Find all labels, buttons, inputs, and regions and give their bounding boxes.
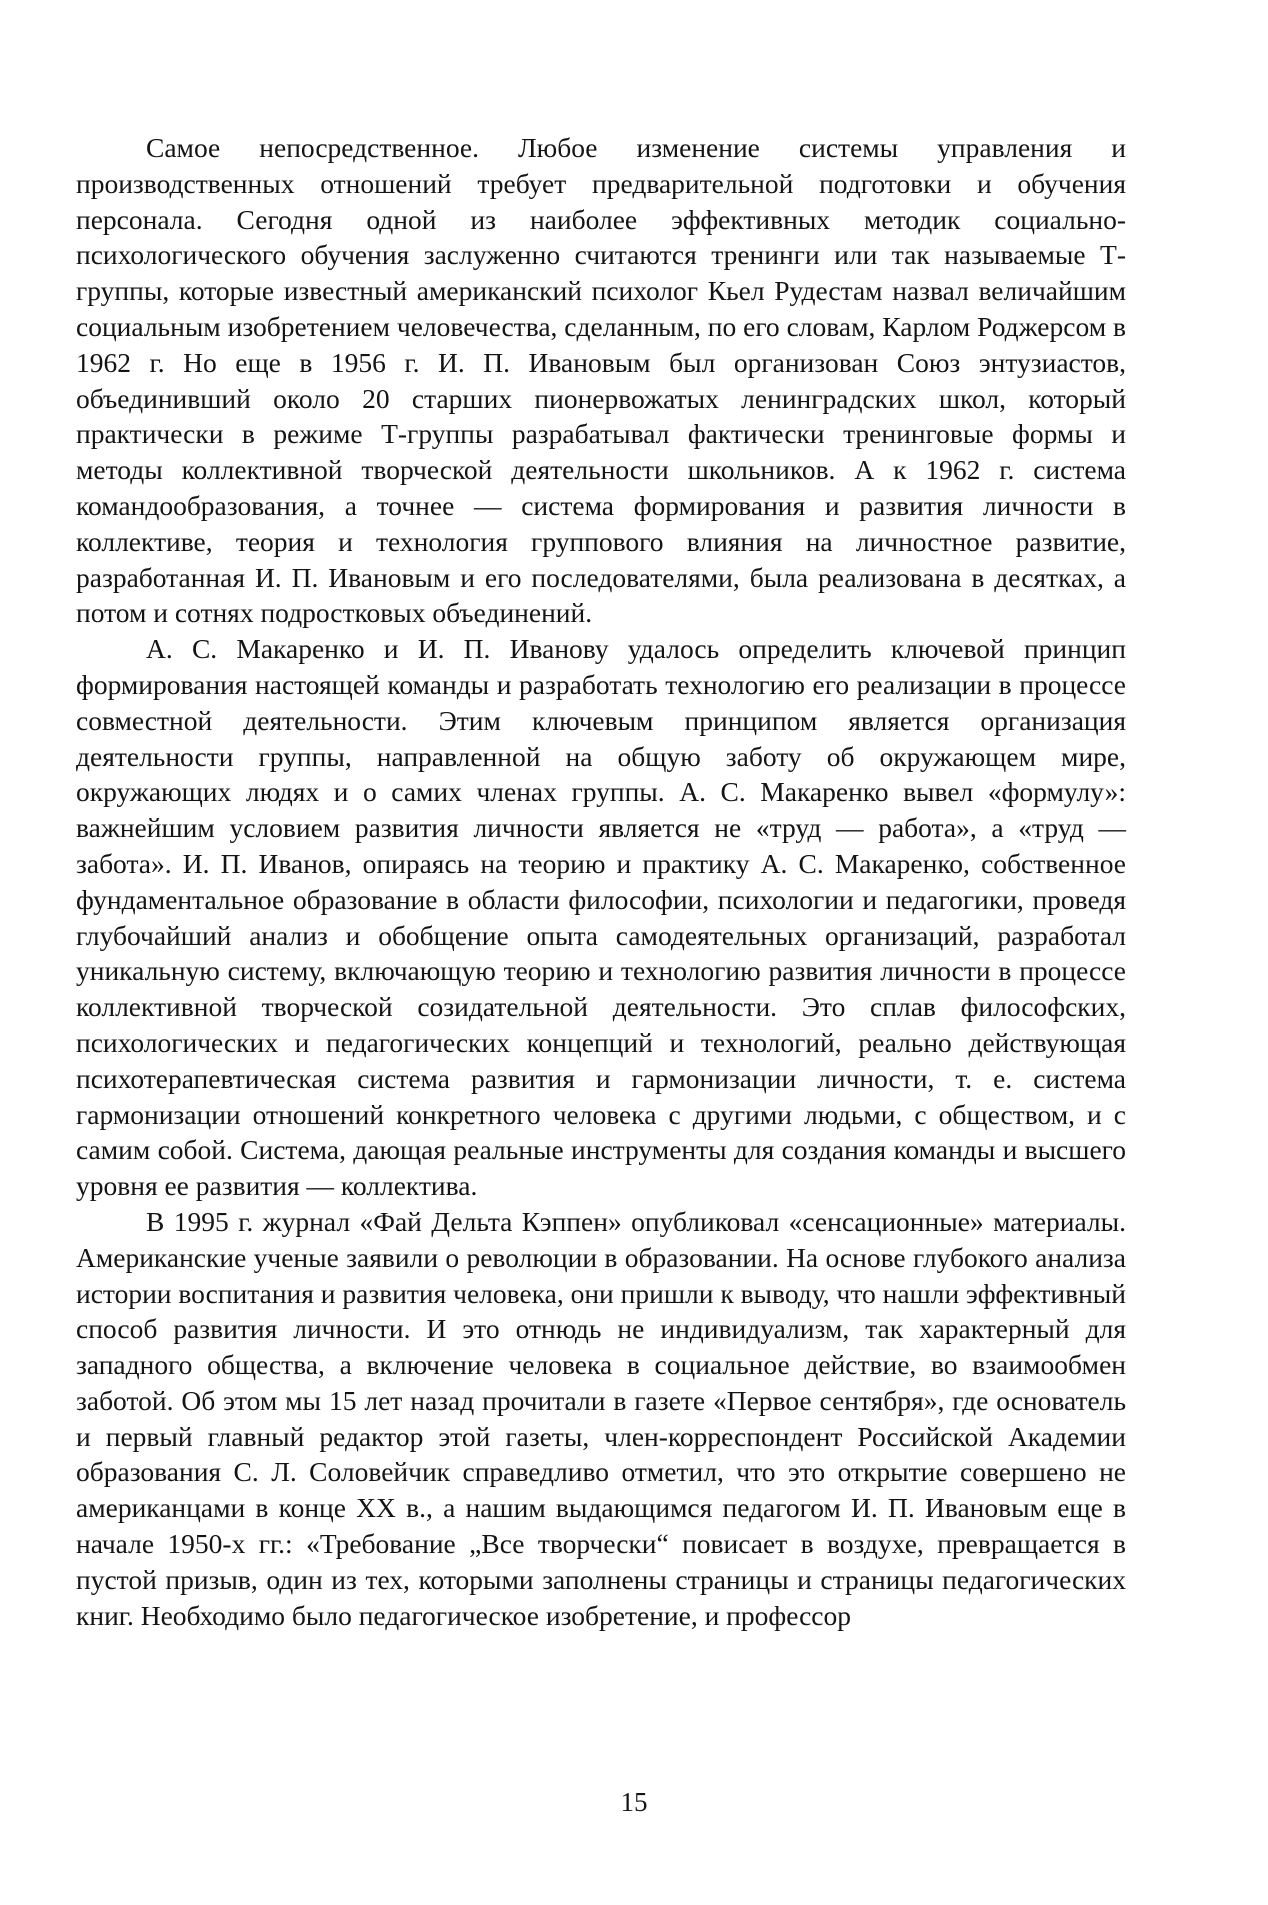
paragraph-2: А. С. Макаренко и И. П. Иванову удалось определить ключевой принцип формирования настоящей команды и разработать технологию его реализации в процессе совместной деятельности. Этим ключевым принципом является организация деятельности группы, направленной на общую заботу об окружающем мире, окружающих людях и о самих членах группы. А. С. Макаренко вывел «формулу»: важнейшим условием развития личности является не «труд — работа», а «труд — забота». И. П. Иванов, опираясь на теорию и практику А. С. Макаренко, собственное фундаментальное образование в области философии, психологии и педагогики, проведя глубочайший анализ и обобщение опыта самодеятельных организаций, разработал уникальную систему, включающую теорию и технологию развития личности в процессе коллективной творческой созидательной деятельности. Это сплав философских, психологических и педагогических концепций и технологий, реально действующая психотерапевтическая система развития и гармонизации личности, т. е. система гармонизации отношений конкретного человека с другими людьми, с обществом, и с самим собой. Система, дающая реальные инструменты для создания команды и высшего уровня ее развития — коллектива. <box>76 633 1126 1202</box>
page-number: 15 <box>620 1787 648 1817</box>
body-text <box>76 130 1126 1633</box>
paragraph-3: В 1995 г. журнал «Фай Дельта Кэппен» опубликовал «сенсационные» материалы. Американские ученые заявили о революции в образовании. На основе глубокого анализа истории воспитания и развития человека, они пришли к выводу, что нашли эффективный способ развития личности. И это отнюдь не индивидуализм, так характерный для западного общества, а включение человека в социальное действие, во взаимообмен заботой. Об этом мы 15 лет назад прочитали в газете «Первое сентября», где основатель и первый главный редактор этой газеты, член-корреспондент Российской Академии образования С. Л. Соловейчик справедливо отметил, что это открытие совершено не американцами в конце XX в., а нашим выдающимся педагогом И. П. Ивановым еще в начале 1950-х гг.: «Требование „Все творчески“ повисает в воздухе, превращается в пустой призыв, один из тех, которыми заполнены страницы и страницы педагогических книг. Необходимо было педагогическое изобретение, и профессор <box>76 1205 1126 1631</box>
paragraph-1: Самое непосредственное. Любое изменение системы управления и производственных отношений требует предварительной подготовки и обучения персонала. Сегодня одной из наиболее эффективных методик социально-психологического обучения заслуженно считаются тренинги или так называемые Т-группы, которые известный американский психолог Кьел Рудестам назвал величайшим социальным изобретением человечества, сделанным, по его словам, Карлом Роджерсом в 1962 г. Но еще в 1956 г. И. П. Ивановым был организован Союз энтузиастов, объединивший около 20 старших пионервожатых ленинградских школ, который практически в режиме Т-группы разрабатывал фактически тренинговые формы и методы коллективной творческой деятельности школьников. А к 1962 г. система командообразования, а точнее — система формирования и развития личности в коллективе, теория и технология группового влияния на личностное развитие, разработанная И. П. Ивановым и его последователями, была реализована в десятках, а потом и сотнях подростковых объединений. <box>76 132 1126 629</box>
